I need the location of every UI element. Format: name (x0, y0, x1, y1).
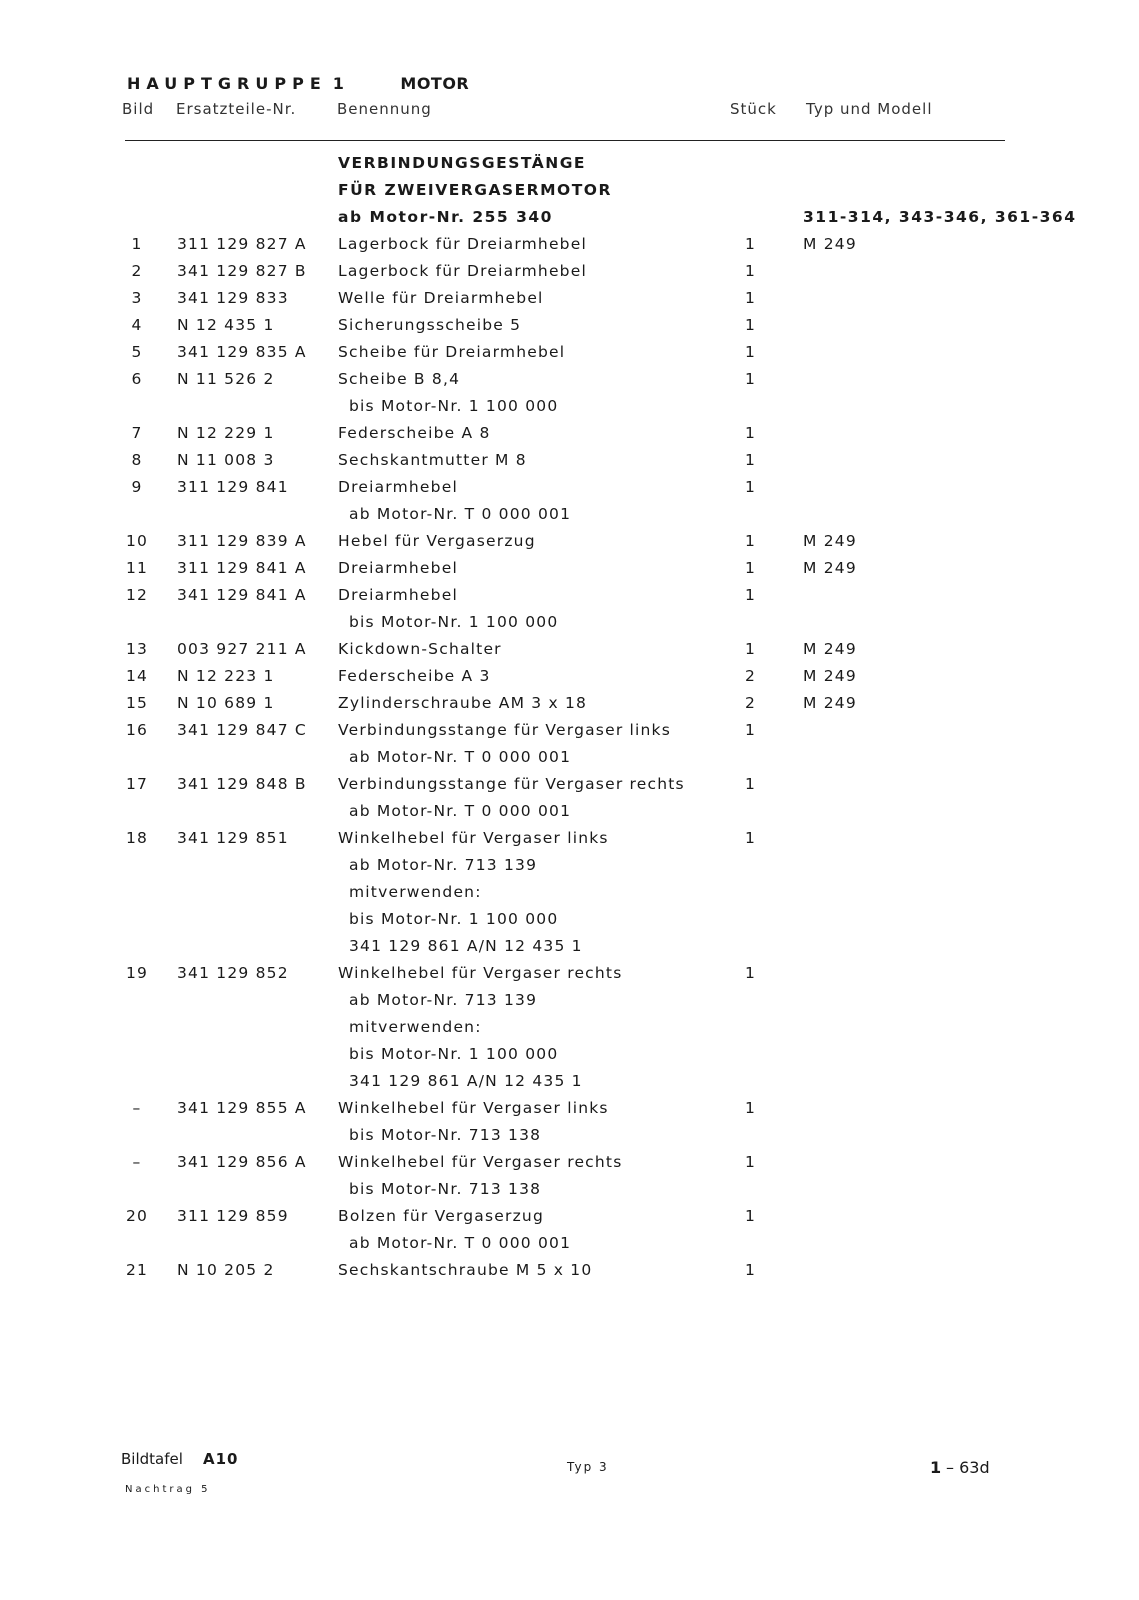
part-description: Scheibe B 8,4 (338, 370, 461, 388)
part-row (0, 1261, 1139, 1287)
quantity: 1 (745, 1207, 757, 1225)
part-note: bis Motor-Nr. 1 100 000 (349, 910, 559, 928)
figure-number: 20 (125, 1207, 149, 1225)
header-divider (125, 140, 1005, 141)
note-row (0, 397, 1139, 423)
part-row (0, 1099, 1139, 1125)
part-row (0, 1153, 1139, 1179)
part-row (0, 424, 1139, 450)
part-number: 311 129 827 A (177, 235, 307, 253)
column-header-type-model: Typ und Modell (806, 100, 933, 118)
part-description: Winkelhebel für Vergaser rechts (338, 1153, 623, 1171)
part-row (0, 667, 1139, 693)
quantity: 1 (745, 478, 757, 496)
part-row (0, 262, 1139, 288)
note-row (0, 1126, 1139, 1152)
part-row (0, 478, 1139, 504)
group-number: 1 (332, 74, 345, 93)
part-description: Dreiarmhebel (338, 586, 458, 604)
type-model: 311-314, 343-346, 361-364 (803, 208, 1077, 226)
part-note: bis Motor-Nr. 1 100 000 (349, 1045, 559, 1063)
quantity: 1 (745, 424, 757, 442)
figure-number: 6 (131, 370, 143, 388)
part-note: 341 129 861 A/N 12 435 1 (349, 937, 583, 955)
part-number: 311 129 841 (177, 478, 289, 496)
note-row (0, 802, 1139, 828)
note-row (0, 937, 1139, 963)
bildtafel-value: A10 (203, 1450, 239, 1468)
note-row (0, 748, 1139, 774)
part-description: Sechskantschraube M 5 x 10 (338, 1261, 593, 1279)
part-number: N 11 008 3 (177, 451, 275, 469)
quantity: 1 (745, 235, 757, 253)
part-row (0, 343, 1139, 369)
figure-number: 11 (125, 559, 149, 577)
figure-number: 10 (125, 532, 149, 550)
type-model: M 249 (803, 694, 857, 712)
part-number: N 12 229 1 (177, 424, 275, 442)
part-row (0, 775, 1139, 801)
part-number: 341 129 848 B (177, 775, 307, 793)
part-description: Scheibe für Dreiarmhebel (338, 343, 566, 361)
section-heading-row (0, 181, 1139, 207)
part-note: mitverwenden: (349, 883, 482, 901)
column-header-bild: Bild (122, 100, 155, 118)
part-number: 341 129 833 (177, 289, 289, 307)
figure-number: 21 (125, 1261, 149, 1279)
part-note: bis Motor-Nr. 1 100 000 (349, 613, 559, 631)
part-description: Federscheibe A 8 (338, 424, 491, 442)
part-note: bis Motor-Nr. 713 138 (349, 1126, 542, 1144)
note-row (0, 1072, 1139, 1098)
part-note: ab Motor-Nr. T 0 000 001 (349, 1234, 572, 1252)
quantity: 1 (745, 343, 757, 361)
section-heading-row (0, 208, 1139, 234)
part-row (0, 532, 1139, 558)
page-number-suffix: – 63d (946, 1458, 990, 1477)
quantity: 1 (745, 829, 757, 847)
note-row (0, 991, 1139, 1017)
quantity: 1 (745, 721, 757, 739)
part-note: mitverwenden: (349, 1018, 482, 1036)
part-description: Verbindungsstange für Vergaser links (338, 721, 672, 739)
part-description: Lagerbock für Dreiarmhebel (338, 235, 587, 253)
quantity: 1 (745, 1099, 757, 1117)
part-number: N 12 435 1 (177, 316, 275, 334)
note-row (0, 883, 1139, 909)
quantity: 1 (745, 964, 757, 982)
figure-number: 4 (131, 316, 143, 334)
part-number: 311 129 841 A (177, 559, 307, 577)
note-row (0, 1018, 1139, 1044)
figure-number: 5 (131, 343, 143, 361)
part-number: 003 927 211 A (177, 640, 307, 658)
part-note: ab Motor-Nr. 713 139 (349, 991, 538, 1009)
figure-number: 16 (125, 721, 149, 739)
figure-number: 12 (125, 586, 149, 604)
part-row (0, 316, 1139, 342)
column-header-quantity: Stück (730, 100, 777, 118)
quantity: 2 (745, 667, 757, 685)
page-number-main: 1 (930, 1458, 942, 1477)
footer-type: Typ 3 (567, 1460, 609, 1474)
part-number: N 10 689 1 (177, 694, 275, 712)
type-model: M 249 (803, 667, 857, 685)
nachtrag-label: Nachtrag 5 (125, 1484, 211, 1495)
part-number: N 11 526 2 (177, 370, 275, 388)
figure-number: 13 (125, 640, 149, 658)
part-row (0, 829, 1139, 855)
figure-number: 3 (131, 289, 143, 307)
part-description: Sechskantmutter M 8 (338, 451, 527, 469)
section-heading-row (0, 154, 1139, 180)
note-row (0, 1234, 1139, 1260)
quantity: 2 (745, 694, 757, 712)
part-description: Dreiarmhebel (338, 559, 458, 577)
quantity: 1 (745, 1153, 757, 1171)
note-row (0, 910, 1139, 936)
part-row (0, 694, 1139, 720)
figure-number: 14 (125, 667, 149, 685)
figure-number: – (132, 1153, 142, 1171)
part-description: Winkelhebel für Vergaser links (338, 829, 609, 847)
note-row (0, 1045, 1139, 1071)
part-number: N 12 223 1 (177, 667, 275, 685)
part-description: Kickdown-Schalter (338, 640, 502, 658)
part-description: ab Motor-Nr. 255 340 (338, 208, 553, 226)
part-number: 341 129 847 C (177, 721, 307, 739)
part-description: Welle für Dreiarmhebel (338, 289, 544, 307)
part-description: Dreiarmhebel (338, 478, 458, 496)
quantity: 1 (745, 640, 757, 658)
quantity: 1 (745, 775, 757, 793)
part-description: Zylinderschraube AM 3 x 18 (338, 694, 588, 712)
part-description: Winkelhebel für Vergaser rechts (338, 964, 623, 982)
figure-number: 9 (131, 478, 143, 496)
part-number: 311 129 839 A (177, 532, 307, 550)
part-row (0, 289, 1139, 315)
part-row (0, 559, 1139, 585)
type-model: M 249 (803, 532, 857, 550)
part-number: 341 129 841 A (177, 586, 307, 604)
part-row (0, 586, 1139, 612)
part-row (0, 451, 1139, 477)
part-description: Sicherungsscheibe 5 (338, 316, 522, 334)
group-label: HAUPTGRUPPE (127, 74, 327, 93)
note-row (0, 856, 1139, 882)
note-row (0, 505, 1139, 531)
quantity: 1 (745, 370, 757, 388)
figure-number: 17 (125, 775, 149, 793)
part-description: Verbindungsstange für Vergaser rechts (338, 775, 685, 793)
type-model: M 249 (803, 640, 857, 658)
column-header-part-number: Ersatzteile-Nr. (176, 100, 297, 118)
bildtafel-label: Bildtafel (121, 1450, 183, 1468)
quantity: 1 (745, 289, 757, 307)
part-number: 311 129 859 (177, 1207, 289, 1225)
quantity: 1 (745, 586, 757, 604)
part-row (0, 721, 1139, 747)
part-description: FÜR ZWEIVERGASERMOTOR (338, 181, 612, 199)
figure-number: 15 (125, 694, 149, 712)
part-row (0, 1207, 1139, 1233)
part-note: ab Motor-Nr. T 0 000 001 (349, 505, 572, 523)
part-row (0, 235, 1139, 261)
part-row (0, 370, 1139, 396)
part-row (0, 964, 1139, 990)
figure-number: 7 (131, 424, 143, 442)
quantity: 1 (745, 559, 757, 577)
figure-number: – (132, 1099, 142, 1117)
part-number: 341 129 852 (177, 964, 289, 982)
figure-number: 2 (131, 262, 143, 280)
part-number: 341 129 855 A (177, 1099, 307, 1117)
note-row (0, 1180, 1139, 1206)
quantity: 1 (745, 532, 757, 550)
part-description: Lagerbock für Dreiarmhebel (338, 262, 587, 280)
column-header-description: Benennung (337, 100, 432, 118)
part-note: ab Motor-Nr. T 0 000 001 (349, 802, 572, 820)
part-number: 341 129 835 A (177, 343, 307, 361)
part-note: 341 129 861 A/N 12 435 1 (349, 1072, 583, 1090)
figure-number: 18 (125, 829, 149, 847)
part-number: N 10 205 2 (177, 1261, 275, 1279)
part-description: VERBINDUNGSGESTÄNGE (338, 154, 587, 172)
part-note: ab Motor-Nr. 713 139 (349, 856, 538, 874)
group-title (127, 74, 469, 93)
part-note: ab Motor-Nr. T 0 000 001 (349, 748, 572, 766)
part-description: Bolzen für Vergaserzug (338, 1207, 544, 1225)
figure-number: 1 (131, 235, 143, 253)
part-number: 341 129 851 (177, 829, 289, 847)
quantity: 1 (745, 451, 757, 469)
part-number: 341 129 856 A (177, 1153, 307, 1171)
part-number: 341 129 827 B (177, 262, 307, 280)
quantity: 1 (745, 1261, 757, 1279)
type-model: M 249 (803, 235, 857, 253)
figure-number: 19 (125, 964, 149, 982)
figure-number: 8 (131, 451, 143, 469)
note-row (0, 613, 1139, 639)
part-row (0, 640, 1139, 666)
type-model: M 249 (803, 559, 857, 577)
part-note: bis Motor-Nr. 1 100 000 (349, 397, 559, 415)
part-note: bis Motor-Nr. 713 138 (349, 1180, 542, 1198)
part-description: Federscheibe A 3 (338, 667, 491, 685)
quantity: 1 (745, 316, 757, 334)
group-name: MOTOR (400, 74, 470, 93)
quantity: 1 (745, 262, 757, 280)
part-description: Winkelhebel für Vergaser links (338, 1099, 609, 1117)
part-description: Hebel für Vergaserzug (338, 532, 536, 550)
